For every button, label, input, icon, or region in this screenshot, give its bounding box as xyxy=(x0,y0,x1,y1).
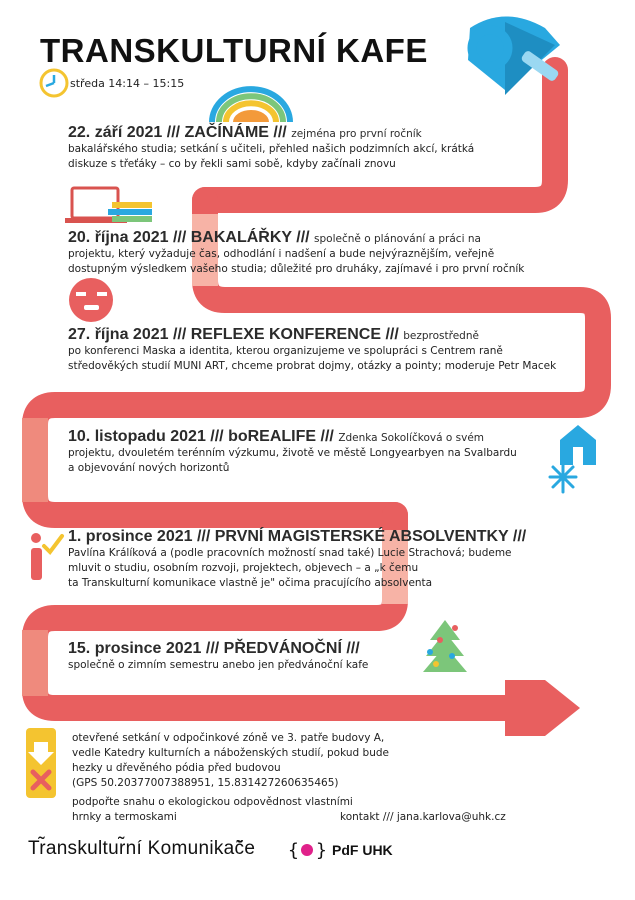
clock-icon xyxy=(41,70,67,96)
svg-text:{: { xyxy=(288,840,299,861)
event-name: PŘEDVÁNOČNÍ xyxy=(223,640,342,657)
schedule-time: středa 14:14 – 15:15 xyxy=(70,77,185,90)
event-date: 10. listopadu 2021 xyxy=(68,428,206,445)
event-name: BAKALÁŘKY xyxy=(190,229,292,246)
event-name: REFLEXE KONFERENCE xyxy=(190,326,381,343)
event-name: PRVNÍ MAGISTERSKÉ ABSOLVENTKY xyxy=(214,528,509,545)
christmas-tree-icon xyxy=(423,620,467,672)
event-date: 1. prosince 2021 xyxy=(68,528,193,545)
event-2: 20. října 2021 /// BAKALÁŘKY /// společně o plánování a práci na projektu, který vyžaduje čas, odhodlání i nadšení a bude nejvýraznějším, veřejně dostupným výsledkem vašeho studia; důležité pro druháky, zajímavé i pro první ročník xyxy=(68,229,525,275)
rainbow-icon xyxy=(212,89,290,122)
event-1: 22. září 2021 /// ZAČÍNÁME /// zejména pro první ročník bakalářského studia; setkání s učiteli, přehled našich podzimních akcí, krátká diskuze s třeťáky – co by řekli sami sobě, kdyby začínali znovu xyxy=(68,124,475,170)
event-name: ZAČÍNÁME xyxy=(184,124,269,141)
event-date: 27. října 2021 xyxy=(68,326,169,343)
pdf-logo-icon xyxy=(288,840,327,861)
brand-logo: Tr̃anskultur̃ní Komunikač̃e xyxy=(28,838,256,859)
page-title: TRANSKULTURNÍ KAFE xyxy=(40,32,428,69)
laptop-books-icon xyxy=(65,188,152,223)
venue-info: otevřené setkání v odpočinkové zóně ve 3. patře budovy A, vedle Katedry kulturních a náboženských studií, pokud bude hezky u dřevěného pódia před budovou (GPS 50.20377007388951, 15.831427260635465) xyxy=(72,732,389,789)
contact-link[interactable]: kontakt /// jana.karlova@uhk.cz xyxy=(340,811,506,823)
event-date: 15. prosince 2021 xyxy=(68,640,202,657)
mask-icon xyxy=(69,278,113,322)
pdf-uhk-logo: PdF UHK xyxy=(332,842,393,858)
event-5: 1. prosince 2021 /// PRVNÍ MAGISTERSKÉ ABSOLVENTKY /// Pavlína Králíková a (podle pracovních možností snad také) Lucie Strachová; budeme mluvit o studiu, osobním rozvoji, projektech, objevech – a „k čemu ta Transkulturní komunikace vlastně je" očima pracujícího absolventa xyxy=(68,528,527,589)
event-name: boREALIFE xyxy=(228,428,317,445)
event-6: 15. prosince 2021 /// PŘEDVÁNOČNÍ /// společně o zimním semestru anebo jen předvánoční kafe xyxy=(68,640,369,671)
event-3: 27. října 2021 /// REFLEXE KONFERENCE /// bezprostředně po konferenci Maska a identita, kterou organizujeme ve spolupráci s Centrem raně středověkých studií MUNI ART, chceme probrat dojmy, otázky a pointy; moderuje Petr Macek xyxy=(68,326,557,372)
eco-note: podpořte snahu o ekologickou odpovědnost vlastními hrnky a termoskami xyxy=(72,796,353,823)
event-date: 22. září 2021 xyxy=(68,124,163,141)
event-4: 10. listopadu 2021 /// boREALIFE /// Zdenka Sokolíčková o svém projektu, dvouletém terénním výzkumu, životě ve městě Longyearbyen na Svalbardu a objevování nových horizontů xyxy=(68,428,517,474)
snow-house-icon xyxy=(550,425,596,492)
svg-text:}: } xyxy=(316,840,327,861)
exclamation-check-icon xyxy=(31,533,62,580)
arrow-down-cross-icon xyxy=(26,728,56,798)
event-date: 20. října 2021 xyxy=(68,229,169,246)
